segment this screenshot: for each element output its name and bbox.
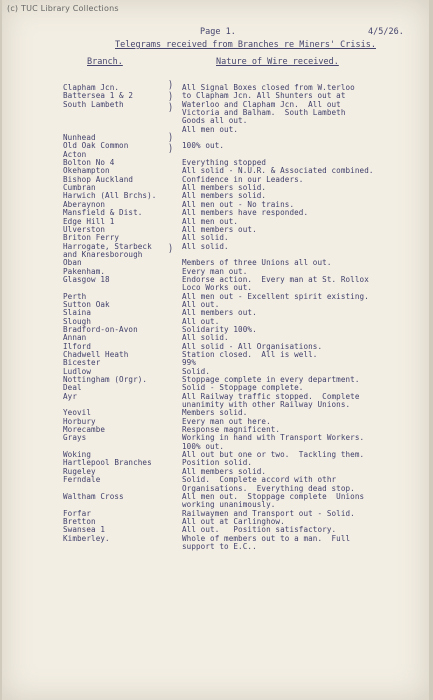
branch-line: Ilford xyxy=(63,341,92,351)
nature-line: 99% xyxy=(182,358,197,368)
branch-line: Grays xyxy=(63,433,87,443)
branch-line: Harrogate, Starbeck xyxy=(63,241,152,251)
nature-line: Stoppage complete in every department. xyxy=(182,375,360,385)
brace-old-oak-group: ) ) xyxy=(168,131,174,156)
branch-line: Cumbran xyxy=(63,183,96,193)
nature-line: All solid - N.U.R. & Associated combined. xyxy=(182,166,374,176)
nature-line: Confidence in our Leaders. xyxy=(182,174,304,184)
nature-line: All out. xyxy=(182,299,220,309)
nature-line: Position solid. xyxy=(182,458,253,468)
nature-line: All members have responded. xyxy=(182,208,309,218)
nature-line: Response magnificent. xyxy=(182,425,281,435)
branch-line: Bradford-on-Avon xyxy=(63,324,138,334)
nature-line: support to E.C.. xyxy=(182,541,257,551)
nature-line: Solid - Stoppage complete. xyxy=(182,383,304,393)
nature-line: Every man out. xyxy=(182,266,248,276)
nature-line: 100% out. xyxy=(182,441,225,451)
nature-line: working unanimously. xyxy=(182,500,276,510)
nature-line: Victoria and Balham. South Lambeth xyxy=(182,108,346,118)
branch-line: Bicester xyxy=(63,358,101,368)
page-number: Page 1. xyxy=(200,27,236,37)
nature-line: All Railway traffic stopped. Complete xyxy=(182,391,360,401)
branch-line: Nottingham (Orgr). xyxy=(63,375,148,385)
nature-line: Whole of members out to a man. Full xyxy=(182,533,351,543)
document-date: 4/5/26. xyxy=(368,27,404,37)
branch-line: Nunhead xyxy=(63,133,96,143)
nature-line: Station closed. All is well. xyxy=(182,350,318,359)
document-page xyxy=(2,0,429,700)
nature-line: All men out - Excellent spirit existing. xyxy=(182,291,369,301)
nature-list xyxy=(182,84,374,551)
nature-line: unanimity with other Railway Unions. xyxy=(182,400,351,410)
brace-clapham-group: ) ) ) xyxy=(168,79,174,115)
branch-line: Harwich (All Brchs). xyxy=(63,191,157,201)
branch-column-header: Branch. xyxy=(87,57,123,67)
nature-line: Organisations. Everything dead stop. xyxy=(182,483,355,493)
branch-line: Ferndale xyxy=(63,475,101,485)
branch-line: Slaina xyxy=(63,308,92,318)
branch-line: Deal xyxy=(63,383,82,393)
branch-line: Clapham Jcn. xyxy=(63,83,120,92)
branch-line: Edge Hill 1 xyxy=(63,216,115,226)
branch-line: Bretton xyxy=(63,516,96,526)
branch-line: Glasgow 18 xyxy=(63,274,110,284)
branch-line: Annan xyxy=(63,333,87,343)
nature-line: All solid. xyxy=(182,233,229,243)
nature-line: 100% out. xyxy=(182,141,225,151)
nature-line: All solid - All Organisations. xyxy=(182,341,323,351)
branch-line: Horbury xyxy=(63,416,96,426)
nature-line: Goods all out. xyxy=(182,116,248,126)
branch-line: Slough xyxy=(63,316,92,326)
nature-line: All men out - No trains. xyxy=(182,199,295,209)
nature-line: Working in hand with Transport Workers. xyxy=(182,433,365,443)
nature-line: All out at Carlinghow. xyxy=(182,516,285,526)
branch-line xyxy=(63,117,156,125)
nature-line: All solid. xyxy=(182,333,229,343)
nature-line: Waterloo and Clapham Jcn. All out xyxy=(182,99,341,109)
nature-line: Solid. Complete accord with othr xyxy=(182,475,337,485)
branch-line xyxy=(63,109,156,117)
branch-line: Swansea 1 xyxy=(63,525,106,535)
branch-line: Acton xyxy=(63,149,87,159)
branch-line: Bishop Auckland xyxy=(63,174,134,184)
nature-line: Loco Works out. xyxy=(182,283,253,293)
branch-line: Yeovil xyxy=(63,408,92,418)
branch-list xyxy=(63,84,156,543)
nature-line: All men out. xyxy=(182,216,239,226)
branch-line: Rugeley xyxy=(63,466,96,476)
branch-line: and Knaresborough xyxy=(63,249,143,259)
nature-line: Railwaymen and Transport out - Solid. xyxy=(182,508,355,518)
brace-harrogate-group: ) xyxy=(168,242,174,256)
branch-line: Pakenham. xyxy=(63,266,106,276)
branch-line: Kimberley. xyxy=(63,533,110,543)
nature-line: All members solid. xyxy=(182,466,267,476)
nature-line: Endorse action. Every man at St. Rollox xyxy=(182,274,369,284)
branch-line: Old Oak Common xyxy=(63,141,129,151)
branch-line: Ulverston xyxy=(63,224,106,234)
nature-line: All men out. xyxy=(182,124,239,134)
branch-line: Perth xyxy=(63,291,87,301)
branch-line: Okehampton xyxy=(63,166,110,176)
branch-line: Battersea 1 & 2 xyxy=(63,91,134,101)
nature-line: Everything stopped xyxy=(182,158,267,168)
nature-line: All members solid. xyxy=(182,191,267,201)
nature-line: All members solid. xyxy=(182,183,267,193)
branch-line: Ludlow xyxy=(63,366,92,376)
branch-line: Chadwell Heath xyxy=(63,350,129,359)
nature-line: All members out. xyxy=(182,224,257,234)
branch-line: South Lambeth xyxy=(63,99,124,109)
nature-line: Members solid. xyxy=(182,408,248,418)
nature-line: Solid. xyxy=(182,366,211,376)
nature-line: All solid. xyxy=(182,241,229,251)
nature-line: Members of three Unions all out. xyxy=(182,258,332,268)
branch-line: Waltham Cross xyxy=(63,491,124,501)
nature-line: All out but one or two. Tackling them. xyxy=(182,450,365,460)
nature-line: to Clapham Jcn. All Shunters out at xyxy=(182,91,346,101)
branch-line: Mansfield & Dist. xyxy=(63,208,143,218)
nature-line: All out. xyxy=(182,316,220,326)
branch-line: Briton Ferry xyxy=(63,233,120,243)
branch-line: Oban xyxy=(63,258,82,268)
nature-line: All men out. Stoppage complete Unions xyxy=(182,491,365,501)
branch-line: Morecambe xyxy=(63,425,106,435)
branch-line: Bolton No 4 xyxy=(63,158,115,168)
branch-line: Forfar xyxy=(63,508,92,518)
nature-line: All members out. xyxy=(182,308,257,318)
nature-line: Solidarity 100%. xyxy=(182,324,257,334)
branch-line: Sutton Oak xyxy=(63,299,110,309)
branch-line: Aberaynon xyxy=(63,199,106,209)
branch-line: Hartlepool Branches xyxy=(63,458,152,468)
nature-line: All out. Position satisfactory. xyxy=(182,525,337,535)
document-title: Telegrams received from Branches re Miners' Crisis. xyxy=(115,40,376,50)
nature-column-header: Nature of Wire received. xyxy=(216,57,339,67)
nature-line: Every man out here. xyxy=(182,416,271,426)
copyright-watermark: (c) TUC Library Collections xyxy=(7,4,119,13)
branch-line: Ayr xyxy=(63,391,78,401)
branch-line: Woking xyxy=(63,450,92,460)
nature-line: All Signal Boxes closed from W.terloo xyxy=(182,83,355,92)
